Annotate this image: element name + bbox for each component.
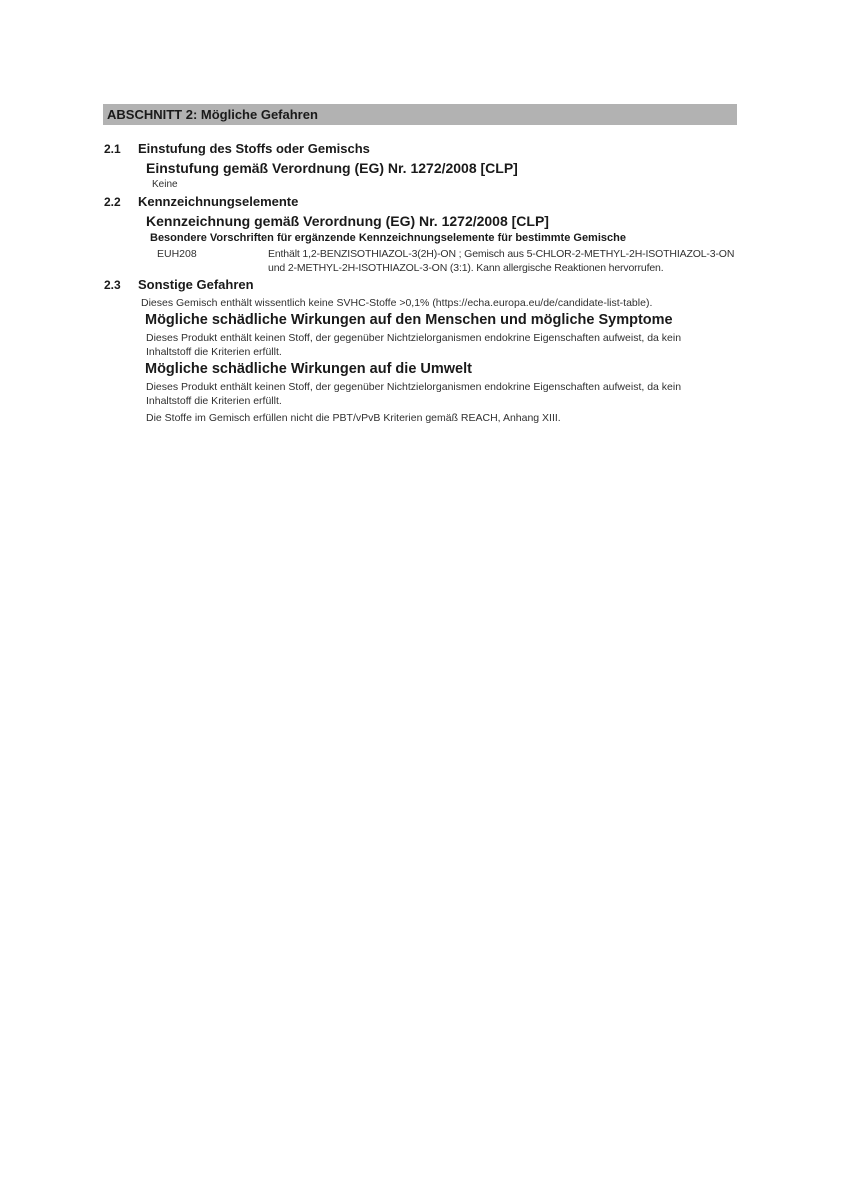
euh-statement-row: [157, 247, 737, 275]
human-effects-text: Dieses Produkt enthält keinen Stoff, der gegenüber Nichtzielorganismen endokrine Eigenschaften aufweist, da kein Inhaltstoff die Kriterien erfüllt.: [146, 332, 682, 358]
classification-value: Keine: [152, 179, 178, 190]
environment-effects-heading: Mögliche schädliche Wirkungen auf die Umwelt: [145, 361, 472, 377]
clp-classification-subheading: Einstufung gemäß Verordnung (EG) Nr. 1272/2008 [CLP]: [146, 160, 518, 176]
euh-code: EUH208: [157, 248, 197, 260]
special-provisions-heading: Besondere Vorschriften für ergänzende Kennzeichnungselemente für bestimmte Gemische: [150, 232, 626, 244]
section-2-content: [103, 104, 737, 427]
clp-labelling-subheading: Kennzeichnung gemäß Verordnung (EG) Nr. 1272/2008 [CLP]: [146, 213, 549, 229]
section-2-2-title: Kennzeichnungselemente: [138, 194, 299, 209]
pbt-note: Die Stoffe im Gemisch erfüllen nicht die PBT/vPvB Kriterien gemäß REACH, Anhang XIII.: [146, 412, 561, 424]
section-2-2-number: 2.2: [104, 195, 121, 209]
section-2-1-title: Einstufung des Stoffs oder Gemischs: [138, 141, 370, 156]
section-2-3-title: Sonstige Gefahren: [138, 277, 254, 292]
section-2-2-heading-row: [103, 194, 737, 210]
human-effects-heading: Mögliche schädliche Wirkungen auf den Menschen und mögliche Symptome: [145, 312, 673, 328]
section-header-bar: ABSCHNITT 2: Mögliche Gefahren: [103, 104, 737, 125]
euh-statement-text: Enthält 1,2-BENZISOTHIAZOL-3(2H)-ON ; Gemisch aus 5-CHLOR-2-METHYL-2H-ISOTHIAZOL-3-ON und 2-METHYL-2H-ISOTHIAZOL-3-ON (3:1). Kann allergische Reaktionen hervorrufen.: [268, 248, 735, 274]
section-2-3-number: 2.3: [104, 278, 121, 292]
environment-effects-text: Dieses Produkt enthält keinen Stoff, der gegenüber Nichtzielorganismen endokrine Eigenschaften aufweist, da kein Inhaltstoff die Kriterien erfüllt.: [146, 381, 682, 407]
svhc-note: Dieses Gemisch enthält wissentlich keine SVHC-Stoffe >0,1% (https://echa.europa.eu/de/candidate-list-table).: [141, 297, 653, 309]
section-2-1-heading-row: [103, 141, 737, 157]
section-2-1-number: 2.1: [104, 142, 121, 156]
section-2-3-heading-row: [103, 277, 737, 293]
